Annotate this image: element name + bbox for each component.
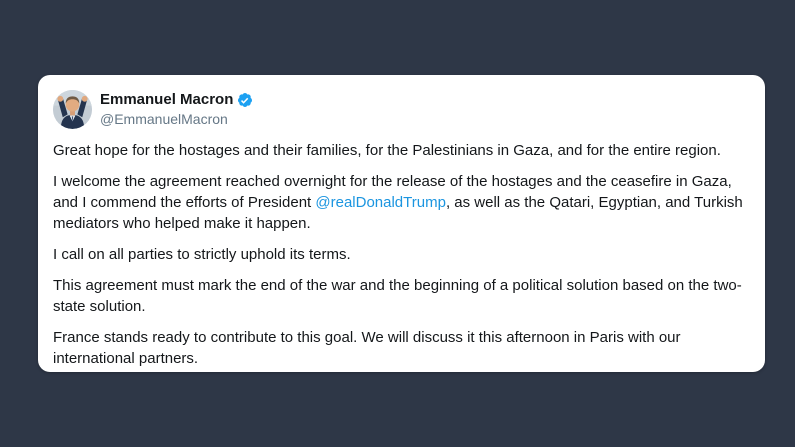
- author-block: [100, 90, 253, 128]
- avatar-image: [53, 90, 92, 129]
- tweet-paragraph-1: Great hope for the hostages and their families, for the Palestinians in Gaza, and for the entire region.: [53, 142, 721, 159]
- verified-badge-icon: [237, 92, 253, 108]
- mention-link-realdonaldtrump[interactable]: @realDonaldTrump: [315, 194, 446, 211]
- author-name-row: [100, 91, 253, 109]
- tweet-body: [53, 140, 747, 369]
- author-handle[interactable]: @EmmanuelMacron: [100, 111, 228, 127]
- tweet-card: [38, 75, 765, 372]
- author-avatar[interactable]: [53, 90, 92, 129]
- tweet-header: [53, 90, 747, 129]
- tweet-paragraph-5: France stands ready to contribute to this goal. We will discuss it this afternoon in Paris with our international partners.: [53, 329, 681, 367]
- tweet-paragraph-3: I call on all parties to strictly uphold its terms.: [53, 246, 351, 263]
- tweet-paragraph-4: This agreement must mark the end of the war and the beginning of a political solution based on the two-state solution.: [53, 277, 742, 315]
- tweet-text: , as well as the Qatari, Egyptian, and Turkish mediators who helped make it happen.: [53, 194, 743, 232]
- tweet-text: I welcome the agreement reached overnight for the release of the hostages and the ceasefire in Gaza, and I commend the efforts of President: [53, 173, 732, 211]
- author-name[interactable]: Emmanuel Macron: [100, 91, 234, 108]
- tweet-paragraph-2: [53, 171, 747, 234]
